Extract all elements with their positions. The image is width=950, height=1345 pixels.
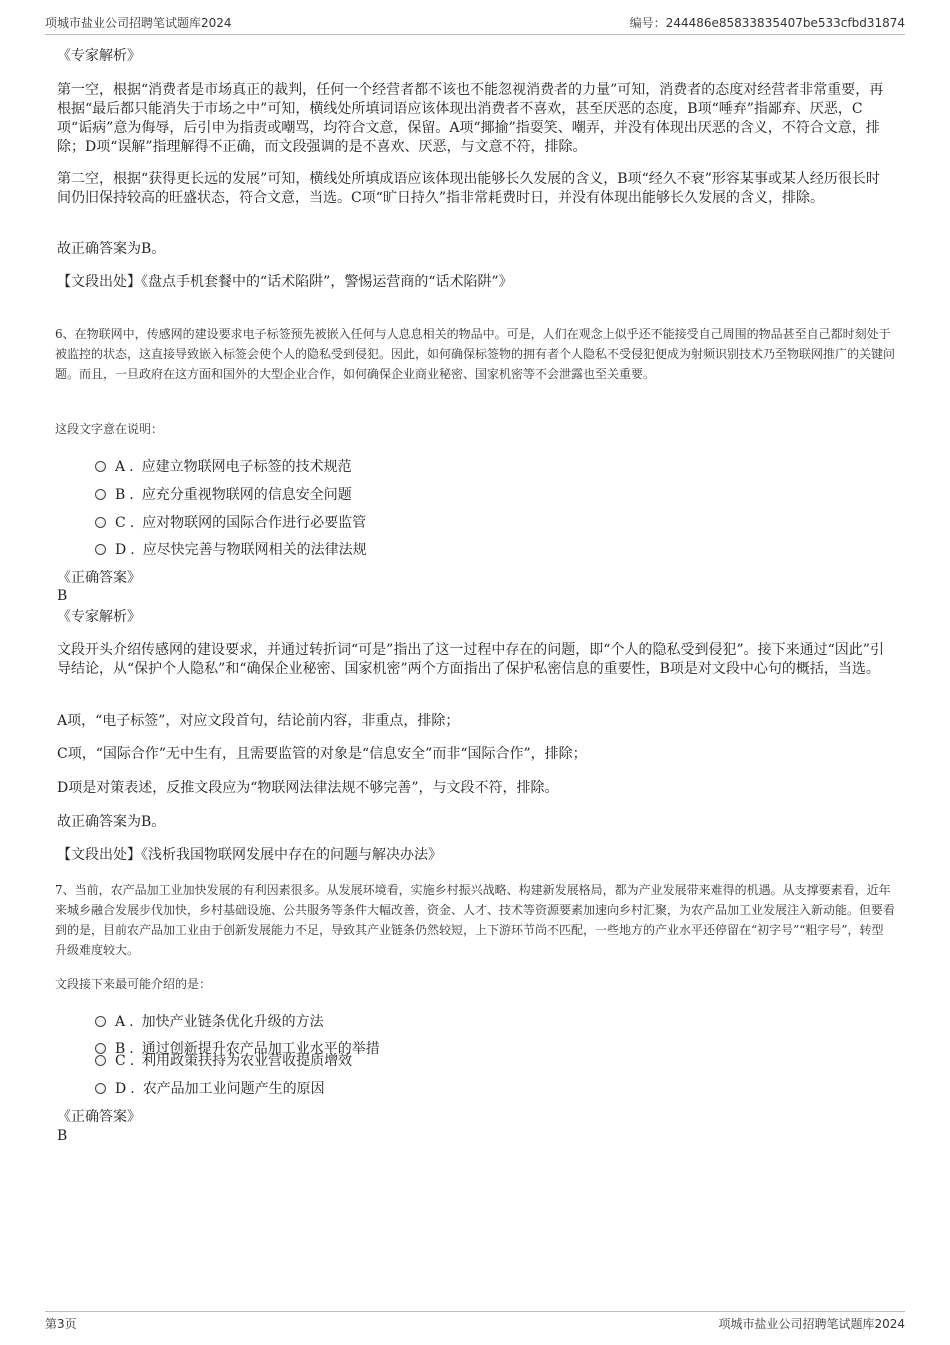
option-label: 应尽快完善与物联网相关的法律法规	[142, 542, 367, 558]
option-label: 利用政策扶持为农业营收提质增效	[142, 1053, 353, 1069]
conclusion-5: 故正确答案为B。	[57, 241, 166, 257]
option-label: 应对物联网的国际合作进行必要监管	[142, 515, 367, 531]
option-letter: D	[115, 542, 127, 558]
radio-button-icon[interactable]	[95, 1083, 106, 1094]
answer-heading-7: 《正确答案》	[57, 1109, 141, 1125]
option-label: 农产品加工业问题产生的原因	[142, 1081, 325, 1097]
header-rule	[45, 34, 905, 35]
option-separator: .	[129, 1014, 134, 1030]
radio-button-icon[interactable]	[95, 461, 106, 472]
analysis-6-para-3: C项，“国际合作”无中生有，且需要监管的对象是“信息安全”而非“国际合作”，排除；	[57, 746, 587, 762]
question-7-prompt: 文段接下来最可能介绍的是：	[55, 977, 212, 991]
option-letter: A	[115, 459, 126, 475]
radio-button-icon[interactable]	[95, 1016, 106, 1027]
radio-button-icon[interactable]	[95, 1055, 106, 1066]
serial-number: 244486e85833835407be533cfbd31874	[665, 16, 905, 30]
option-letter: A	[115, 1014, 126, 1030]
conclusion-6: 故正确答案为B。	[57, 814, 166, 830]
analysis-heading-5: 《专家解析》	[57, 48, 141, 64]
question-7-option-d[interactable]	[95, 1078, 325, 1098]
answer-6: B	[57, 588, 68, 604]
radio-button-icon[interactable]	[95, 544, 106, 555]
option-letter: C	[115, 515, 126, 531]
header-doc-title: 项城市盐业公司招聘笔试题库2024	[45, 16, 232, 30]
answer-7: B	[57, 1128, 68, 1144]
footer-doc-title: 项城市盐业公司招聘笔试题库2024	[718, 1317, 905, 1331]
option-separator: .	[130, 1081, 135, 1097]
option-separator: .	[130, 542, 135, 558]
question-6-option-a[interactable]	[95, 456, 352, 476]
option-label: 应充分重视物联网的信息安全问题	[141, 487, 352, 503]
analysis-5-para-2: 第二空，根据“获得更长远的发展”可知，横线处所填成语应该体现出能够长久发展的含义，B项“经久不衰”形容某事或某人经历很长时间仍旧保持较高的旺盛状态，符合文意，当选。C项“旷日持久”指非常耗费时日，并没有体现出能够长久发展的含义，排除。	[57, 171, 880, 206]
answer-heading-6: 《正确答案》	[57, 570, 141, 586]
footer-page-number: 第3页	[45, 1317, 77, 1331]
option-label: 应建立物联网电子标签的技术规范	[141, 459, 352, 475]
question-7-text: 7、当前，农产品加工业加快发展的有利因素很多。从发展环境看，实施乡村振兴战略、构建新发展格局，都为产业发展带来难得的机遇。从支撑要素看，近年来城乡融合发展步伐加快，乡村基础设施、公共服务等条件大幅改善，资金、人才、技术等资源要素加速向乡村汇聚，为农产品加工业发展注入新动能。但要看到的是，目前农产品加工业由于创新发展能力不足，导致其产业链条仍然较短，上下游环节尚不匹配，一些地方的产业水平还停留在“初字号”“粗字号”，转型升级难度较大。	[55, 883, 896, 957]
option-separator: .	[129, 487, 134, 503]
option-separator: .	[129, 1041, 134, 1057]
question-6-option-d[interactable]	[95, 539, 367, 559]
option-label: 加快产业链条优化升级的方法	[141, 1014, 324, 1030]
radio-button-icon[interactable]	[95, 489, 106, 500]
question-6-prompt: 这段文字意在说明：	[55, 422, 164, 436]
footer-rule	[45, 1311, 905, 1312]
option-separator: .	[129, 459, 134, 475]
question-7-option-a[interactable]	[95, 1011, 324, 1031]
option-letter: B	[115, 487, 126, 503]
source-6: 【文段出处】《浅析我国物联网发展中存在的问题与解决办法》	[57, 847, 442, 863]
source-5: 【文段出处】《盘点手机套餐中的“话术陷阱”，警惕运营商的“话术陷阱”》	[57, 274, 513, 290]
analysis-6-para-1: 文段开头介绍传感网的建设要求，并通过转折词“可是”指出了这一过程中存在的问题，即“个人的隐私受到侵犯”。接下来通过“因此”引导结论，从“保护个人隐私”和“确保企业秘密、国家机密”两个方面指出了保护私密信息的重要性，B项是对文段中心句的概括，当选。	[57, 642, 884, 677]
option-letter: B	[115, 1041, 126, 1057]
analysis-heading-6: 《专家解析》	[57, 609, 141, 625]
analysis-6-para-2: A项，“电子标签”，对应文段首句，结论前内容，非重点，排除；	[57, 713, 460, 729]
question-7-option-c[interactable]	[95, 1050, 352, 1070]
question-6-text: 6、在物联网中，传感网的建设要求电子标签预先被嵌入任何与人息息相关的物品中。可是，人们在观念上似乎还不能接受自己周围的物品甚至自己都时刻处于被监控的状态，这直接导致嵌入标签会使个人的隐私受到侵犯。因此，如何确保标签物的拥有者个人隐私不受侵犯便成为射频识别技术乃至物联网推广的关键问题。而且，一旦政府在这方面和国外的大型企业合作，如何确保企业商业秘密、国家机密等不会泄露也至关重要。	[55, 327, 896, 381]
question-6-option-c[interactable]	[95, 512, 366, 532]
header-serial	[630, 14, 905, 31]
serial-label: 编号：	[629, 16, 666, 30]
analysis-6-para-4: D项是对策表述，反推文段应为“物联网法律法规不够完善”，与文段不符，排除。	[57, 780, 559, 796]
option-letter: C	[115, 1053, 126, 1069]
analysis-5-para-1: 第一空，根据“消费者是市场真正的裁判，任何一个经营者都不该也不能忽视消费者的力量”可知，消费者的态度对经营者非常重要，再根据“最后都只能消失于市场之中”可知，横线处所填词语应该体现出消费者不喜欢，甚至厌恶的态度，B项“唾弃”指鄙弃、厌恶，C项“诟病”意为侮辱，后引申为指责或嘲骂，均符合文意，保留。A项“揶揄”指耍笑、嘲弄，并没有体现出厌恶的含义，不符合文意，排除；D项“误解”指理解得不正确，而文段强调的是不喜欢、厌恶，与文意不符，排除。	[57, 82, 884, 155]
radio-button-icon[interactable]	[95, 517, 106, 528]
option-label: 通过创新提升农产品加工业水平的举措	[141, 1041, 380, 1057]
option-separator: .	[129, 1053, 135, 1069]
option-letter: D	[115, 1081, 127, 1097]
question-6-option-b[interactable]	[95, 484, 352, 504]
option-separator: .	[129, 515, 135, 531]
